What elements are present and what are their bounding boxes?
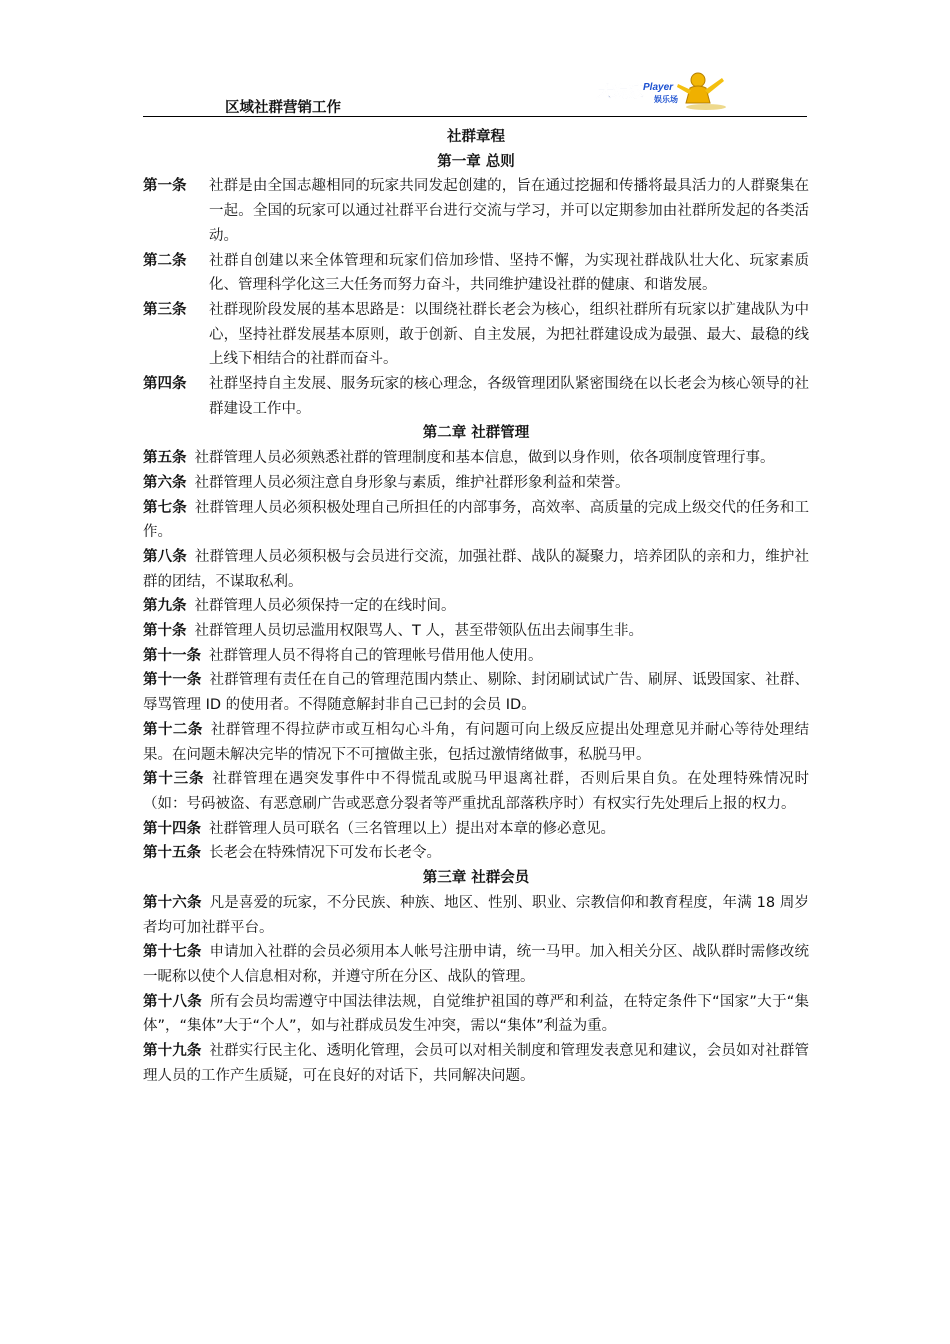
article [143,298,809,372]
article [143,990,809,1039]
article-text: 社群管理在遇突发事件中不得慌乱或脱马甲退离社群，否则后果自负。在处理特殊情况时（如：号码被盗、有恶意刷广告或恶意分裂者等严重扰乱部落秩序时）有权实行先处理后上报的权力。 [143,771,810,812]
article [143,496,809,545]
article-text: 社群管理人员必须注意自身形象与素质，维护社群形象利益和荣誉。 [194,474,630,491]
article-number: 第四条 [143,376,187,393]
article-text: 社群管理人员必须积极与会员进行交流，加强社群、战队的凝聚力，培养团队的亲和力，维护社群的团结，不谋取私利。 [143,548,809,590]
article-number: 第二条 [143,252,187,269]
article [143,594,809,619]
logo-text-main: 大玩家 [596,84,645,101]
header-title: 区域社群营销工作 [225,100,341,116]
article-number: 第十七条 [143,944,202,961]
article-text: 社群管理人员必须积极处理自己所担任的内部事务，高效率、高质量的完成上级交代的任务和工作。 [143,499,809,541]
article [143,817,809,842]
article [143,891,809,940]
golden-figure-logo-icon [594,70,729,112]
article-number: 第七条 [143,499,187,516]
article [143,668,809,717]
article [143,249,809,298]
chapter-heading: 第三章 社群会员 [422,870,530,887]
article-number: 第十八条 [143,993,203,1010]
article-number: 第九条 [143,598,187,615]
logo-text-tag: 娱乐场 [654,95,678,104]
chapter-heading: 第二章 社群管理 [422,425,530,442]
article-number: 第十一条 [143,672,202,689]
article [143,471,809,496]
article-number: 第十六条 [143,894,202,911]
article-number: 第十四条 [143,820,201,837]
article-text: 社群管理人员切忌滥用权限骂人、T 人，甚至带领队伍出去闹事生非。 [194,623,643,640]
article-text: 社群管理人员必须熟悉社群的管理制度和基本信息，做到以身作则，依各项制度管理行事。 [194,450,775,467]
article-text: 长老会在特殊情况下可发布长老令。 [209,845,441,862]
document-body [143,125,809,1088]
article [143,545,809,594]
article-number: 第十三条 [143,771,205,788]
article-text: 社群坚持自主发展、服务玩家的核心理念，各级管理团队紧密围绕在以长老会为核心领导的社群建设工作中。 [209,376,809,417]
article-text: 社群管理不得拉萨市或互相勾心斗角，有问题可向上级反应提出处理意见并耐心等待处理结果。在问题未解决完毕的情况下不可擅做主张，包括过激情绪做事，私脱马甲。 [143,721,810,763]
article-text: 社群管理人员可联名（三名管理以上）提出对本章的修必意见。 [209,820,615,837]
article [143,841,809,866]
article [143,718,809,767]
article-number: 第十五条 [143,845,201,862]
logo-text-sub: Player [643,82,674,93]
article-text: 社群是由全国志趣相同的玩家共同发起创建的，旨在通过挖掘和传播将最具活力的人群聚集在一起。全国的玩家可以通过社群平台进行交流与学习，并可以定期参加由社群所发起的各类活动。 [209,178,809,244]
article-text: 社群现阶段发展的基本思路是：以围绕社群长老会为核心，组织社群所有玩家以扩建战队为中心，坚持社群发展基本原则，敢于创新、自主发展，为把社群建设成为最强、最大、最稳的线上线下相结合的社群而奋斗。 [209,301,809,368]
article [143,940,809,989]
article-number: 第三条 [143,301,187,318]
article [143,372,809,421]
page-header [143,70,807,117]
article-number: 第十九条 [143,1043,202,1060]
document-title: 社群章程 [447,129,505,145]
article-text: 社群实行民主化、透明化管理，会员可以对相关制度和管理发表意见和建议，会员如对社群管理人员的工作产生质疑，可在良好的对话下，共同解决问题。 [143,1043,809,1084]
article-number: 第一条 [143,178,187,195]
article-text: 凡是喜爱的玩家，不分民族、种族、地区、性别、职业、宗教信仰和教育程度，年满 18 周岁者均可加社群平台。 [143,894,809,936]
article-text: 社群管理人员必须保持一定的在线时间。 [194,598,456,615]
article-number: 第十二条 [143,721,203,738]
article-number: 第十条 [143,623,187,640]
article-text: 社群管理有责任在自己的管理范围内禁止、剔除、封闭刷试试广告、刷屏、诋毁国家、社群、辱骂管理 ID 的使用者。不得随意解封非自己已封的会员 ID。 [143,672,809,714]
article-text: 社群管理人员不得将自己的管理帐号借用他人使用。 [209,647,543,664]
article [143,644,809,669]
article-text: 社群自创建以来全体管理和玩家们倍加珍惜、坚持不懈，为实现社群战队壮大化、玩家素质化、管理科学化这三大任务而努力奋斗，共同维护建设社群的健康、和谐发展。 [209,252,809,294]
article [143,174,809,248]
article-number: 第八条 [143,548,187,565]
article-number: 第五条 [143,450,187,467]
article [143,1039,809,1088]
article [143,446,809,471]
article [143,767,809,816]
article-text: 申请加入社群的会员必须用本人帐号注册申请，统一马甲。加入相关分区、战队群时需修改统一昵称以使个人信息相对称，并遵守所在分区、战队的管理。 [143,944,809,985]
article-number: 第十一条 [143,647,201,664]
article-text: 所有会员均需遵守中国法律法规，自觉维护祖国的尊严和利益，在特定条件下“国家”大于“集体”，“集体”大于“个人”，如与社群成员发生冲突，需以“集体”利益为重。 [143,993,809,1035]
chapter-heading: 第一章 总则 [437,153,515,170]
article-number: 第六条 [143,474,187,491]
article [143,619,809,644]
